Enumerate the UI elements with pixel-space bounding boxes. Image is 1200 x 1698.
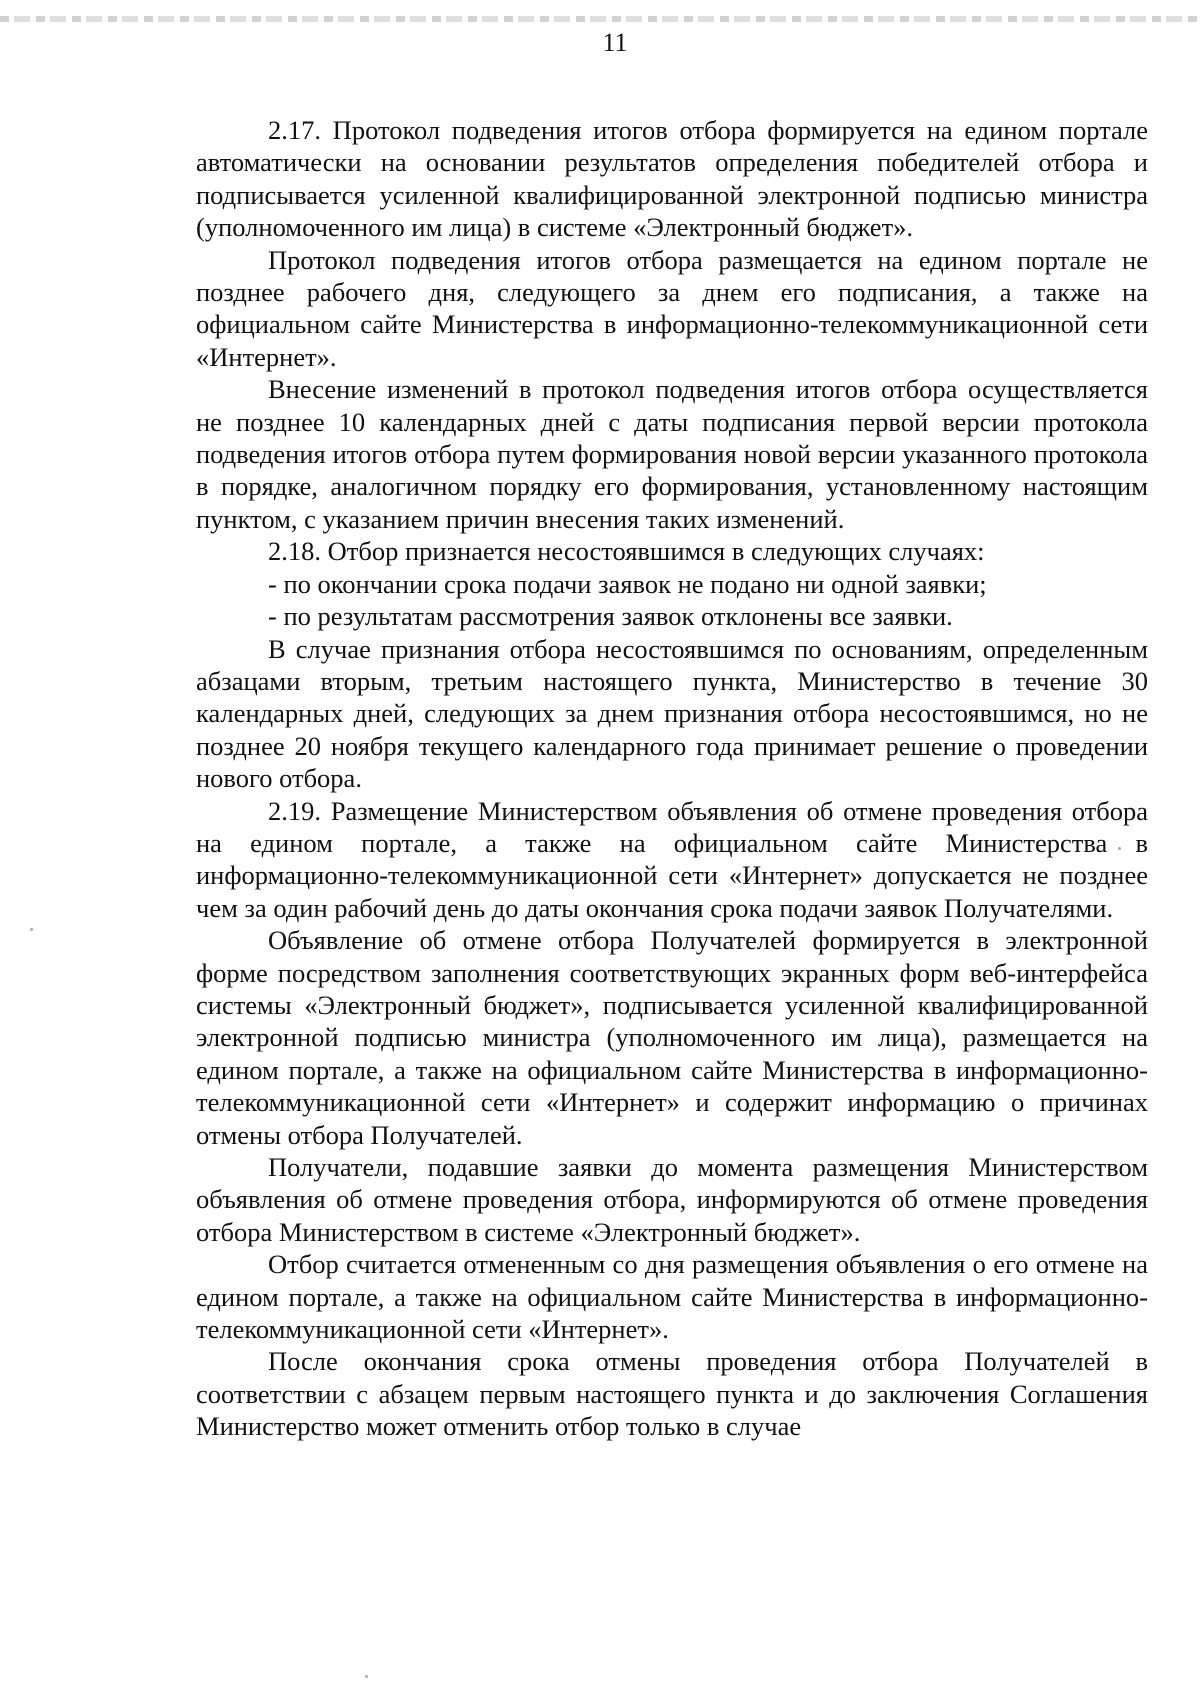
paragraph-recipients-informed: Получатели, подавшие заявки до момента размещения Министерством объявления об отмене проведения отбора, информируются об отмене проведения отбора Министерством в системе «Электронный бюджет». [196, 1152, 1148, 1247]
paragraph-after-cancellation-period: После окончания срока отмены проведения отбора Получателей в соответствии с абзацем первым настоящего пункта и до заключения Соглашения Министерство может отменить отбор только в случае [196, 1346, 1148, 1442]
paragraph-2-19: 2.19. Размещение Министерством объявления об отмене проведения отбора на едином портале, а также на официальном сайте Министерства в информационно-телекоммуникационной сети «Интернет» допускается не позднее чем за один рабочий день до даты окончания срока подачи заявок Получателями. [196, 795, 1148, 923]
paragraph-selection-cancelled: Отбор считается отмененным со дня размещения объявления о его отмене на едином портале, а также на официальном сайте Министерства в информационно-телекоммуникационной сети «Интернет». [196, 1249, 1148, 1345]
paragraph-2-17: 2.17. Протокол подведения итогов отбора формируется на едином портале автоматически на основании результатов определения победителей отбора и подписывается усиленной квалифицированной электронной подписью министра (уполномоченного им лица) в системе «Электронный бюджет». [196, 115, 1148, 243]
page-number: 11 [602, 28, 628, 57]
paragraph-protocol-changes: Внесение изменений в протокол подведения итогов отбора осуществляется не позднее 10 календарных дней с даты подписания первой версии протокола подведения итогов отбора путем формирования новой версии указанного протокола в порядке, аналогичном порядку его формирования, установленному настоящим пунктом, с указанием причин внесения таких изменений. [196, 374, 1148, 534]
list-item-all-rejected: - по результатам рассмотрения заявок отклонены все заявки. [268, 601, 953, 632]
scan-speck [30, 928, 33, 931]
scan-top-edge [0, 16, 1200, 22]
document-body [196, 114, 1148, 1443]
list-item-no-applications: - по окончании срока подачи заявок не подано ни одной заявки; [268, 568, 987, 599]
paragraph-2-18: 2.18. Отбор признается несостоявшимся в следующих случаях: [268, 536, 985, 567]
paragraph-new-selection: В случае признания отбора несостоявшимся по основаниям, определенным абзацами вторым, третьим настоящего пункта, Министерство в течение 30 календарных дней, следующих за днем признания отбора несостоявшимся, но не позднее 20 ноября текущего календарного года принимает решение о проведении нового отбора. [196, 633, 1148, 794]
paragraph-cancellation-announcement: Объявление об отмене отбора Получателей формируется в электронной форме посредством заполнения соответствующих экранных форм веб-интерфейса системы «Электронный бюджет», подписывается усиленной квалифицированной электронной подписью министра (уполномоченного им лица), размещается на едином портале, а также на официальном сайте Министерства в информационно-телекоммуникационной сети «Интернет» и содержит информацию о причинах отмены отбора Получателей. [196, 925, 1148, 1150]
paragraph-protocol-publication: Протокол подведения итогов отбора размещается на едином портале не позднее рабочего дня, следующего за днем его подписания, а также на официальном сайте Министерства в информационно-телекоммуникационной сети «Интернет». [196, 244, 1148, 372]
scan-speck [365, 1675, 368, 1678]
